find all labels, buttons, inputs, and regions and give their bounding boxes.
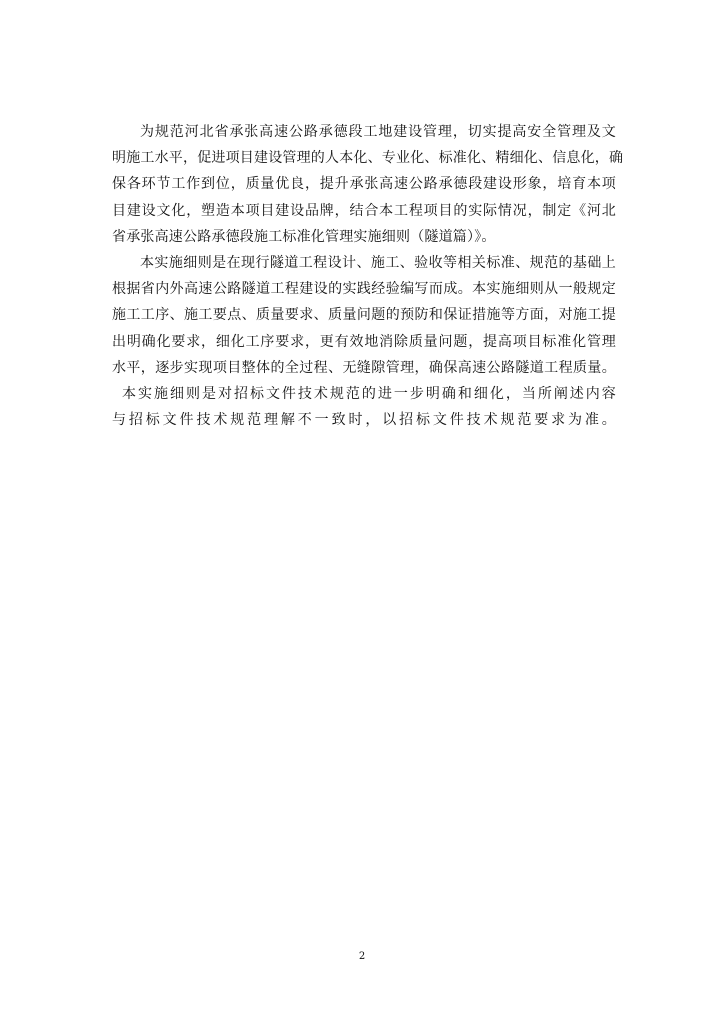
paragraph-line: 明施工水平，促进项目建设管理的人本化、专业化、标准化、精细化、信息化，确: [112, 150, 624, 167]
paragraph-line: 施工工序、施工要点、质量要求、质量问题的预防和保证措施等方面，对施工提: [112, 307, 616, 324]
paragraph-line: 根据省内外高速公路隧道工程建设的实践经验编写而成。本实施细则从一般规定: [112, 281, 616, 298]
page-number: 2: [358, 951, 366, 962]
paragraph-line: 为规范河北省承张高速公路承德段工地建设管理，切实提高安全管理及文: [140, 124, 616, 140]
paragraph-line: 本实施细则是在现行隧道工程设计、施工、验收等相关标准、规范的基础上: [140, 254, 616, 271]
paragraph-line: 与招标文件技术规范理解不一致时，以招标文件技术规范要求为准。: [112, 412, 616, 429]
paragraph-line: 省承张高速公路承德段施工标准化管理实施细则（隧道篇）》。: [112, 228, 496, 245]
paragraph-line: 本实施细则是对招标文件技术规范的进一步明确和细化，当所阐述内容: [122, 385, 616, 402]
paragraph-3: [112, 381, 616, 433]
paragraph-line: 水平，逐步实现项目整体的全过程、无缝隙管理，确保高速公路隧道工程质量。: [112, 359, 616, 376]
paragraph-line: 目建设文化，塑造本项目建设品牌，结合本工程项目的实际情况，制定《河北: [112, 202, 616, 219]
paragraph-line: 保各环节工作到位，质量优良，提升承张高速公路承德段建设形象，培育本项: [112, 176, 616, 193]
paragraph-2: [112, 250, 616, 381]
paragraph-line: 出明确化要求，细化工序要求，更有效地消除质量问题，提高项目标准化管理: [112, 333, 616, 350]
paragraph-1: [112, 119, 624, 250]
body-text: [112, 119, 624, 433]
